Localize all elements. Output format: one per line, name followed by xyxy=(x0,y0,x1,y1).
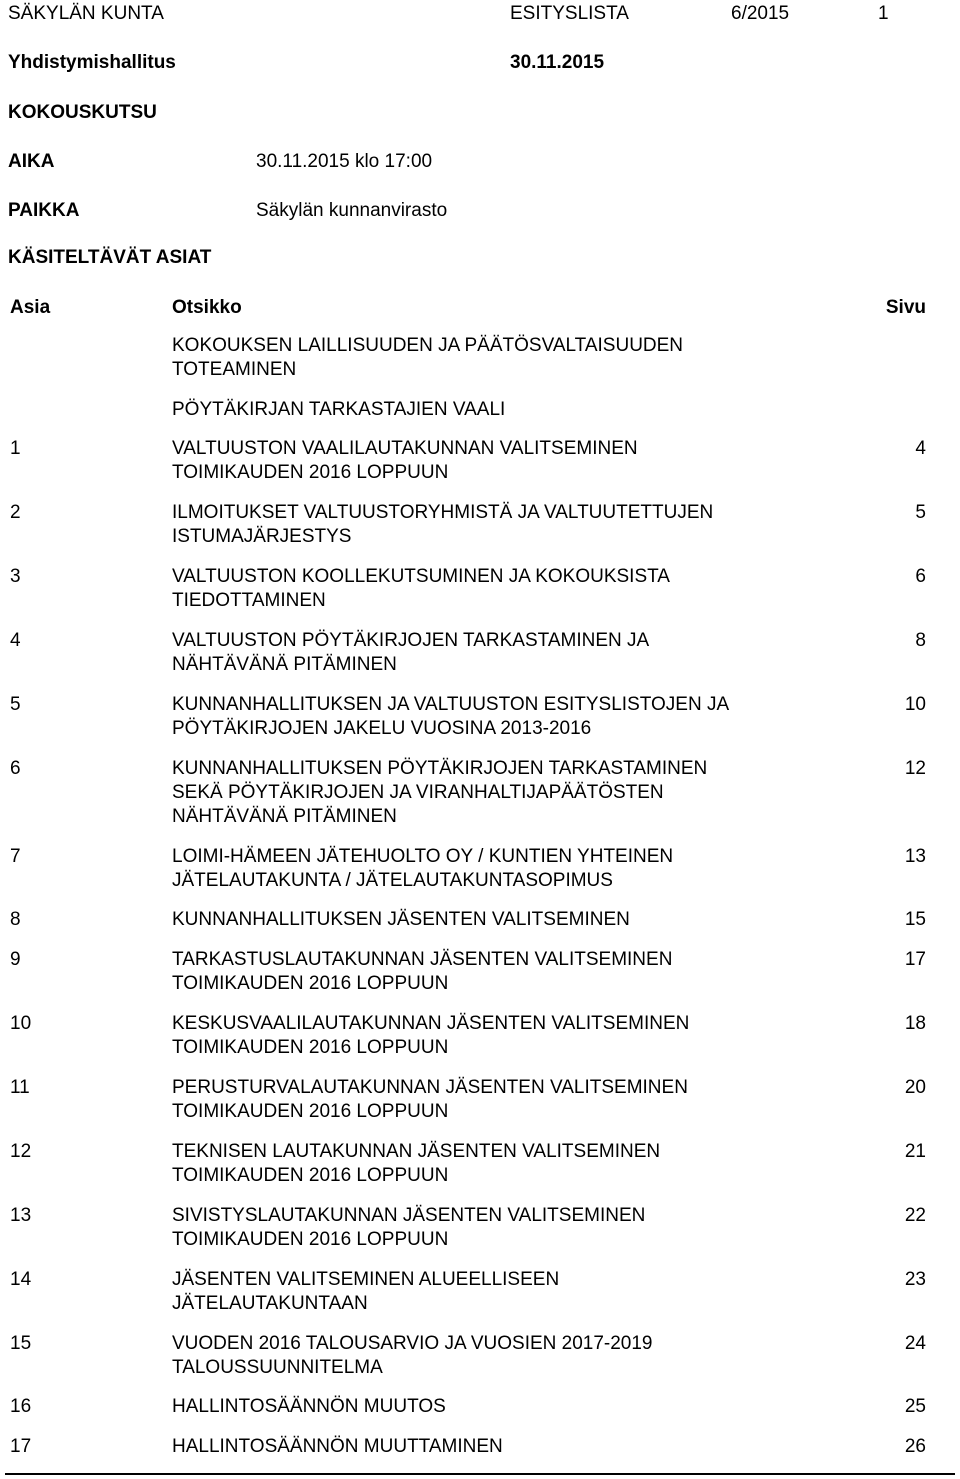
item-number: 8 xyxy=(10,909,21,930)
item-title-line: KUNNANHALLITUKSEN JÄSENTEN VALITSEMINEN xyxy=(172,909,630,930)
meeting-heading: KOKOUSKUTSU xyxy=(8,102,157,123)
item-title xyxy=(172,908,630,932)
item-page: 17 xyxy=(904,949,926,970)
time-label: AIKA xyxy=(8,151,55,172)
item-page: 18 xyxy=(904,1013,926,1034)
item-title-line: TOIMIKAUDEN 2016 LOPPUUN xyxy=(172,1037,449,1058)
item-title-line: TIEDOTTAMINEN xyxy=(172,590,326,611)
item-title xyxy=(172,1435,503,1459)
document-number: 6/2015 xyxy=(731,3,790,24)
item-page: 6 xyxy=(915,566,926,587)
item-number: 5 xyxy=(10,694,21,715)
item-title-line: VALTUUSTON VAALILAUTAKUNNAN VALITSEMINEN xyxy=(172,438,638,459)
item-page: 10 xyxy=(904,694,926,715)
item-title-line: JÄSENTEN VALITSEMINEN ALUEELLISEEN xyxy=(172,1269,560,1290)
item-title xyxy=(172,693,729,741)
item-title-line: PÖYTÄKIRJAN TARKASTAJIEN VAALI xyxy=(172,399,506,420)
item-title-line: TOTEAMINEN xyxy=(172,359,297,380)
item-page: 13 xyxy=(904,846,926,867)
document-date: 30.11.2015 xyxy=(510,52,605,73)
item-title-line: KUNNANHALLITUKSEN PÖYTÄKIRJOJEN TARKASTAMINEN xyxy=(172,758,708,779)
item-number: 9 xyxy=(10,949,21,970)
item-page: 22 xyxy=(904,1205,926,1226)
item-title xyxy=(172,948,672,996)
item-number: 14 xyxy=(10,1269,32,1290)
item-page: 20 xyxy=(904,1077,926,1098)
item-title-line: KESKUSVAALILAUTAKUNNAN JÄSENTEN VALITSEMINEN xyxy=(172,1013,690,1034)
item-title-line: TOIMIKAUDEN 2016 LOPPUUN xyxy=(172,1101,449,1122)
column-header-item: Asia xyxy=(10,297,51,318)
item-title-line: VUODEN 2016 TALOUSARVIO JA VUOSIEN 2017-2019 xyxy=(172,1333,653,1354)
item-title xyxy=(172,1332,653,1380)
item-number: 11 xyxy=(10,1077,30,1098)
item-page: 8 xyxy=(915,630,926,651)
item-title-line: VALTUUSTON KOOLLEKUTSUMINEN JA KOKOUKSISTA xyxy=(172,566,670,587)
agenda-heading: KÄSITELTÄVÄT ASIAT xyxy=(8,247,212,268)
item-number: 1 xyxy=(10,438,21,459)
organization-name: SÄKYLÄN KUNTA xyxy=(8,3,164,24)
item-title-line: HALLINTOSÄÄNNÖN MUUTOS xyxy=(172,1396,446,1417)
item-page: 23 xyxy=(904,1269,926,1290)
item-number: 17 xyxy=(10,1436,32,1457)
item-number: 16 xyxy=(10,1396,32,1417)
item-page: 24 xyxy=(904,1333,926,1354)
item-title xyxy=(172,1012,689,1060)
item-title-line: TEKNISEN LAUTAKUNNAN JÄSENTEN VALITSEMINEN xyxy=(172,1141,661,1162)
item-page: 21 xyxy=(904,1141,926,1162)
item-title-line: NÄHTÄVÄNÄ PITÄMINEN xyxy=(172,654,397,675)
item-page: 26 xyxy=(904,1436,926,1457)
item-title-line: TOIMIKAUDEN 2016 LOPPUUN xyxy=(172,1165,449,1186)
item-page: 5 xyxy=(915,502,926,523)
item-title-line: KUNNANHALLITUKSEN JA VALTUUSTON ESITYSLISTOJEN JA xyxy=(172,694,730,715)
item-title xyxy=(172,501,713,549)
item-title-line: TOIMIKAUDEN 2016 LOPPUUN xyxy=(172,1229,449,1250)
item-title-line: SIVISTYSLAUTAKUNNAN JÄSENTEN VALITSEMINEN xyxy=(172,1205,646,1226)
item-page: 25 xyxy=(904,1396,926,1417)
item-title-line: TOIMIKAUDEN 2016 LOPPUUN xyxy=(172,462,449,483)
column-header-page: Sivu xyxy=(885,297,926,318)
item-title xyxy=(172,845,673,893)
item-title-line: PÖYTÄKIRJOJEN JAKELU VUOSINA 2013-2016 xyxy=(172,718,592,739)
item-page: 4 xyxy=(915,438,926,459)
item-title-line: KOKOUKSEN LAILLISUUDEN JA PÄÄTÖSVALTAISUUDEN xyxy=(172,335,684,356)
item-title xyxy=(172,437,638,485)
item-number: 13 xyxy=(10,1205,32,1226)
item-number: 6 xyxy=(10,758,21,779)
item-title xyxy=(172,565,670,613)
item-number: 15 xyxy=(10,1333,32,1354)
item-title-line: NÄHTÄVÄNÄ PITÄMINEN xyxy=(172,806,397,827)
item-title xyxy=(172,398,505,422)
item-number: 4 xyxy=(10,630,21,651)
item-title-line: JÄTELAUTAKUNTA / JÄTELAUTAKUNTASOPIMUS xyxy=(172,870,613,891)
item-title xyxy=(172,757,707,829)
item-page: 12 xyxy=(904,758,926,779)
item-title xyxy=(172,1204,645,1252)
item-title-line: SEKÄ PÖYTÄKIRJOJEN JA VIRANHALTIJAPÄÄTÖSTEN xyxy=(172,782,664,803)
time-value: 30.11.2015 klo 17:00 xyxy=(256,151,433,172)
page-number: 1 xyxy=(878,3,889,24)
document-type: ESITYSLISTA xyxy=(510,3,629,24)
governing-body: Yhdistymishallitus xyxy=(8,52,176,73)
item-title xyxy=(172,1140,660,1188)
footer-divider xyxy=(5,1473,955,1475)
item-title xyxy=(172,334,683,382)
column-header-title: Otsikko xyxy=(172,297,242,318)
item-number: 2 xyxy=(10,502,21,523)
item-title-line: TARKASTUSLAUTAKUNNAN JÄSENTEN VALITSEMINEN xyxy=(172,949,673,970)
item-title xyxy=(172,1395,446,1419)
item-title-line: ILMOITUKSET VALTUUSTORYHMISTÄ JA VALTUUTETTUJEN xyxy=(172,502,714,523)
item-title-line: TOIMIKAUDEN 2016 LOPPUUN xyxy=(172,973,449,994)
item-number: 12 xyxy=(10,1141,32,1162)
item-number: 7 xyxy=(10,846,21,867)
item-title xyxy=(172,1268,559,1316)
place-value: Säkylän kunnanvirasto xyxy=(256,200,448,221)
item-number: 3 xyxy=(10,566,21,587)
item-title-line: JÄTELAUTAKUNTAAN xyxy=(172,1293,368,1314)
item-title-line: VALTUUSTON PÖYTÄKIRJOJEN TARKASTAMINEN JA xyxy=(172,630,650,651)
item-title xyxy=(172,1076,688,1124)
item-number: 10 xyxy=(10,1013,32,1034)
item-title-line: HALLINTOSÄÄNNÖN MUUTTAMINEN xyxy=(172,1436,503,1457)
item-title-line: PERUSTURVALAUTAKUNNAN JÄSENTEN VALITSEMINEN xyxy=(172,1077,688,1098)
item-title-line: ISTUMAJÄRJESTYS xyxy=(172,526,352,547)
item-title-line: TALOUSSUUNNITELMA xyxy=(172,1357,383,1378)
item-title-line: LOIMI-HÄMEEN JÄTEHUOLTO OY / KUNTIEN YHTEINEN xyxy=(172,846,674,867)
item-page: 15 xyxy=(904,909,926,930)
item-title xyxy=(172,629,649,677)
place-label: PAIKKA xyxy=(8,200,80,221)
